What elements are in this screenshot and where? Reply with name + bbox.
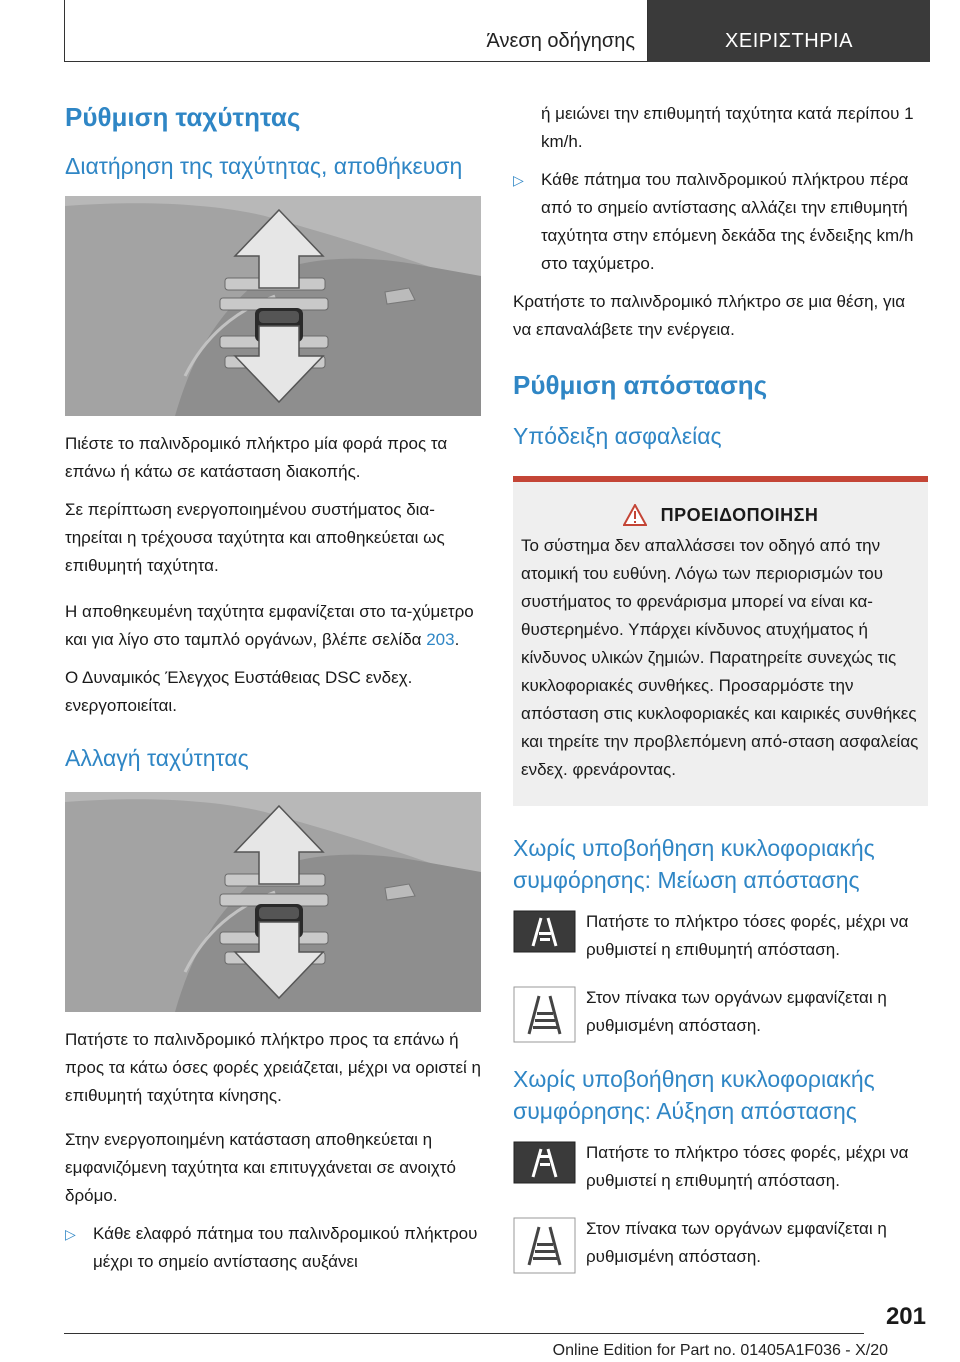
paragraph-dsc: Ο Δυναμικός Έλεγχος Ευστάθειας DSC ενδεχ. ενεργοποιείται. bbox=[65, 668, 413, 715]
paragraph-system-active: Σε περίπτωση ενεργοποιημένου συστήματος δια-τηρείται η τρέχουσα ταχύτητα και αποθηκεύεται ως επιθυμητή ταχύτητα. bbox=[65, 500, 445, 575]
paragraph-stored-speed bbox=[65, 598, 481, 654]
paragraph-decrease-press: Πατήστε το πλήκτρο τόσες φορές, μέχρι να ρυθμιστεί η επιθυμητή απόσταση. bbox=[586, 912, 909, 959]
stored-speed-end: . bbox=[454, 630, 460, 649]
distance-button-icon bbox=[513, 1141, 576, 1184]
heading-distance-setting: Ρύθμιση απόστασης bbox=[513, 370, 768, 400]
bullet-light-press bbox=[65, 1220, 481, 1276]
right-column bbox=[513, 100, 928, 1294]
bullet-triangle-icon: ▷ bbox=[513, 172, 524, 188]
page-link-203[interactable]: 203 bbox=[426, 630, 455, 649]
heading-decrease-distance: Χωρίς υποβοήθηση κυκλοφοριακής συμφόρησης: Μείωση απόστασης bbox=[513, 835, 875, 893]
bullet-full-press bbox=[513, 166, 928, 278]
bullet-full-press-text: Κάθε πάτημα του παλινδρομικού πλήκτρου πέρα από το σημείο αντίστασης αλλάζει την επιθυμητή ταχύτητα στην επόμενη δεκάδα της ένδειξης km/h στο ταχύμετρο. bbox=[541, 170, 914, 273]
row-decrease-display bbox=[513, 984, 928, 1043]
heading-change-speed: Αλλαγή ταχύτητας bbox=[65, 745, 249, 771]
edition-note: Online Edition for Part no. 01405A1F036 - X/20 bbox=[552, 1342, 888, 1359]
row-decrease-press bbox=[513, 908, 928, 964]
paragraph-increase-display: Στον πίνακα των οργάνων εμφανίζεται η ρυθμισμένη απόσταση. bbox=[586, 1219, 887, 1266]
left-column bbox=[65, 100, 481, 1286]
steering-wheel-image-1 bbox=[65, 196, 481, 416]
paragraph-press-repeat: Πατήστε το παλινδρομικό πλήκτρο προς τα επάνω ή προς τα κάτω όσες φορές χρειάζεται, μέχρι να οριστεί η επιθυμητή ταχύτητα κίνησης. bbox=[65, 1030, 482, 1105]
page-header bbox=[64, 0, 930, 64]
distance-button-icon bbox=[513, 910, 576, 953]
row-increase-display bbox=[513, 1215, 928, 1274]
header-section bbox=[64, 0, 648, 62]
paragraph-press-once: Πιέστε το παλινδρομικό πλήκτρο μία φορά προς τα επάνω ή κάτω σε κατάσταση διακοπής. bbox=[65, 434, 448, 481]
warning-title: ΠΡΟΕΙΔΟΠΟΙΗΣΗ bbox=[660, 504, 819, 525]
distance-display-icon bbox=[513, 986, 576, 1043]
warning-box bbox=[513, 476, 928, 806]
heading-speed-setting: Ρύθμιση ταχύτητας bbox=[65, 102, 301, 132]
heading-safety-note: Υπόδειξη ασφαλείας bbox=[513, 423, 722, 449]
stored-speed-text: Η αποθηκευμένη ταχύτητα εμφανίζεται στο τα-χύμετρο και για λίγο στο ταμπλό οργάνων, βλέπε σελίδα bbox=[65, 602, 474, 649]
bullet-light-press-text: Κάθε ελαφρό πάτημα του παλινδρομικού πλήκτρου μέχρι το σημείο αντίστασης αυξάνει bbox=[93, 1224, 478, 1271]
footer-divider bbox=[64, 1333, 864, 1334]
warning-header bbox=[521, 504, 920, 526]
warning-text: Το σύστημα δεν απαλλάσσει τον οδηγό από την ατομική του ευθύνη. Λόγω των περιορισμών του συστήματος το φρενάρισμα μπορεί να είναι κα-θυστερημένο. Υπάρχει κίνδυνος ατυχήματος ή κίνδυνος υλικών ζημιών. Παρατηρείτε συνεχώς τις κυκλοφοριακές συνθήκες. Προσαρμόστε την απόσταση στις κυκλοφοριακές και καιρικές συνθήκες και τηρείτε την προβλεπόμενη από-σταση ασφαλείας ενδεχ. φρενάροντας. bbox=[521, 536, 919, 779]
steering-wheel-image-2 bbox=[65, 792, 481, 1012]
heading-increase-distance: Χωρίς υποβοήθηση κυκλοφοριακής συμφόρησης: Αύξηση απόστασης bbox=[513, 1066, 875, 1124]
paragraph-hold-button: Κρατήστε το παλινδρομικό πλήκτρο σε μια θέση, για να επαναλάβετε την ενέργεια. bbox=[513, 292, 906, 339]
distance-display-icon bbox=[513, 1217, 576, 1274]
paragraph-active-state: Στην ενεργοποιημένη κατάσταση αποθηκεύεται η εμφανιζόμενη ταχύτητα και επιτυγχάνεται σε ανοιχτό δρόμο. bbox=[65, 1130, 456, 1205]
warning-triangle-icon bbox=[623, 504, 647, 526]
page-number: 201 bbox=[885, 1303, 926, 1330]
header-section-title: Άνεση οδήγησης bbox=[486, 30, 635, 52]
paragraph-decrease-display: Στον πίνακα των οργάνων εμφανίζεται η ρυθμισμένη απόσταση. bbox=[586, 988, 887, 1035]
heading-maintain-speed: Διατήρηση της ταχύτητας, αποθήκευση bbox=[65, 153, 463, 179]
paragraph-increase-press: Πατήστε το πλήκτρο τόσες φορές, μέχρι να ρυθμιστεί η επιθυμητή απόσταση. bbox=[586, 1143, 909, 1190]
bullet-triangle-icon: ▷ bbox=[65, 1226, 76, 1242]
header-chapter bbox=[648, 0, 930, 62]
row-increase-press bbox=[513, 1139, 928, 1195]
paragraph-continuation: ή μειώνει την επιθυμητή ταχύτητα κατά περίπου 1 km/h. bbox=[541, 104, 914, 151]
header-chapter-title: ΧΕΙΡΙΣΤΗΡΙΑ bbox=[725, 30, 853, 52]
